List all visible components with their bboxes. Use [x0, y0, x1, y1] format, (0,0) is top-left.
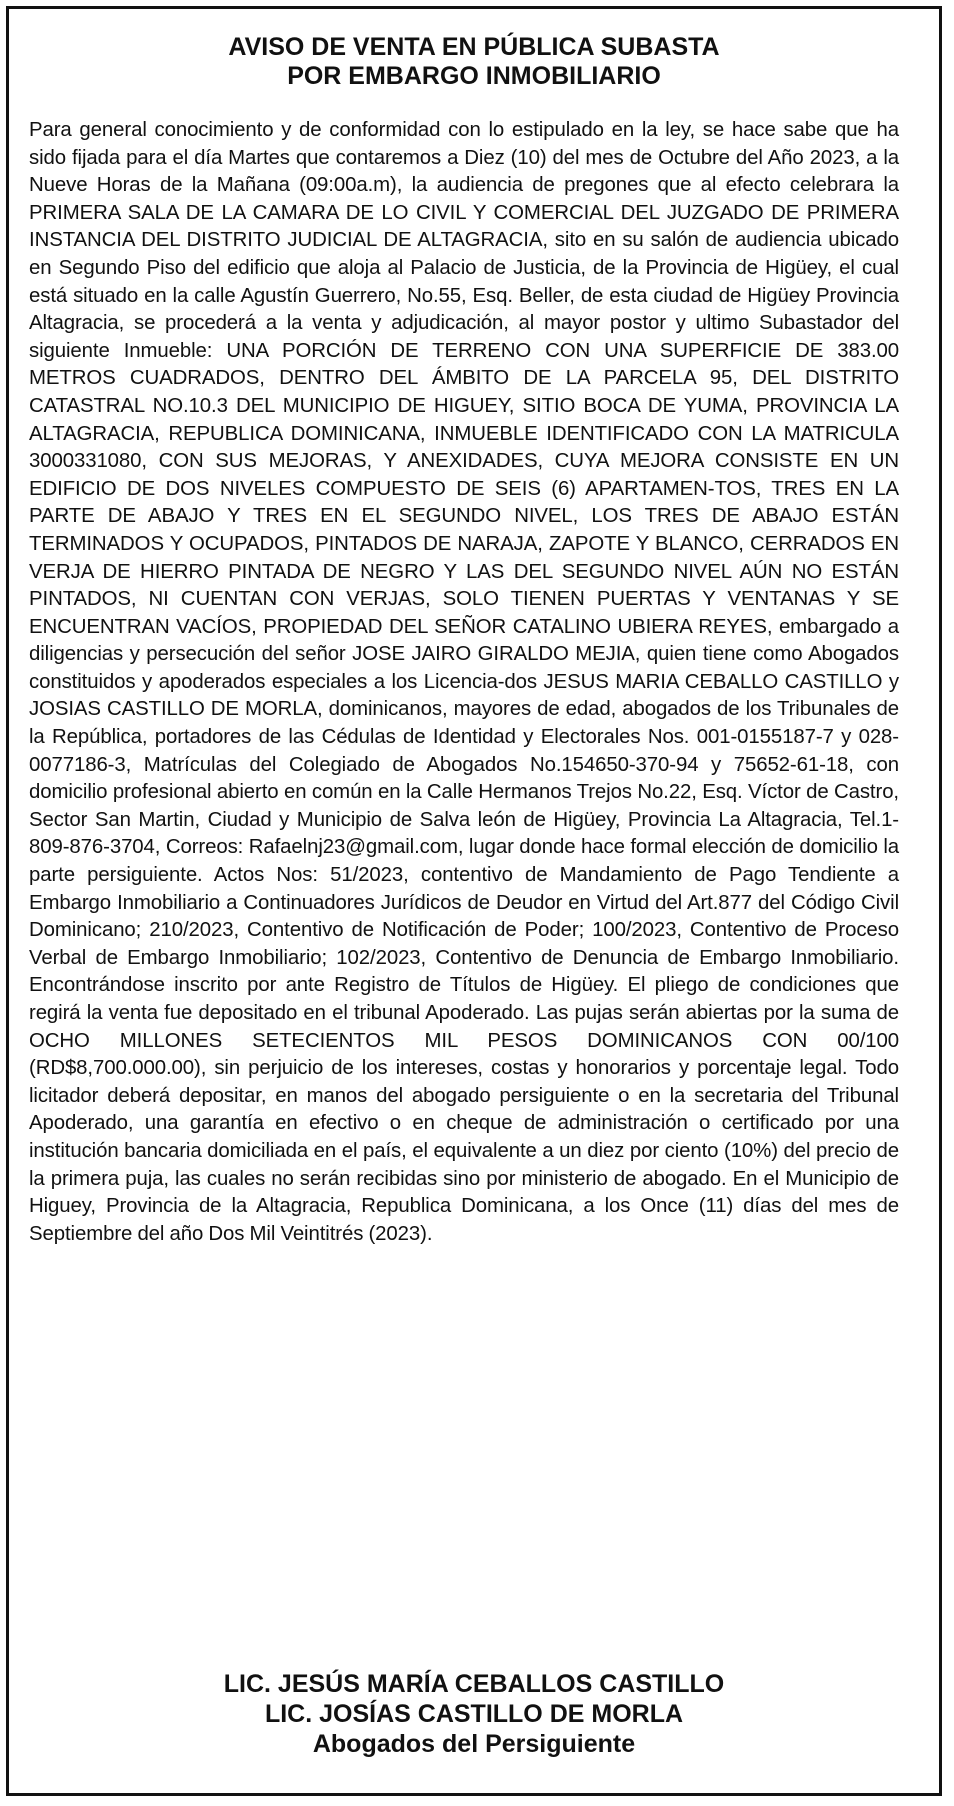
notice-body: Para general conocimiento y de conformidad con lo estipulado en la ley, se hace sabe que ha sido fijada para el día Martes que contaremos a Diez (10) del mes de Octubre del Año 2023, a la Nueve Horas de la Mañana (09:00a.m), la audiencia de pregones que al efecto celebrara la PRIMERA SALA DE LA CAMARA DE LO CIVIL Y COMERCIAL DEL JUZGADO DE PRIMERA INSTANCIA DEL DISTRITO JUDICIAL DE ALTAGRACIA, sito en su salón de audiencia ubicado en Segundo Piso del edificio que aloja al Palacio de Justicia, de la Provincia de Higüey, el cual está situado en la calle Agustín Guerrero, No.55, Esq. Beller, de esta ciudad de Higüey Provincia Altagracia, se procederá a la venta y adjudicación, al mayor postor y ultimo Subastador del siguiente Inmueble: UNA PORCIÓN DE TERRENO CON UNA SUPERFICIE DE 383.00 METROS CUADRADOS, DENTRO DEL ÁMBITO DE LA PARCELA 95, DEL DISTRITO CATASTRAL NO.10.3 DEL MUNICIPIO DE HIGUEY, SITIO BOCA DE YUMA, PROVINCIA LA ALTAGRACIA, REPUBLICA DOMINICANA, INMUEBLE IDENTIFICADO CON LA MATRICULA 3000331080, CON SUS MEJORAS, Y ANEXIDADES, CUYA MEJORA CONSISTE EN UN EDIFICIO DE DOS NIVELES COMPUESTO DE SEIS (6) APARTAMEN-TOS, TRES EN LA PARTE DE ABAJO Y TRES EN EL SEGUNDO NIVEL, LOS TRES DE ABAJO ESTÁN TERMINADOS Y OCUPADOS, PINTADOS DE NARAJA, ZAPOTE Y BLANCO, CERRADOS EN VERJA DE HIERRO PINTADA DE NEGRO Y LAS DEL SEGUNDO NIVEL AÚN NO ESTÁN PINTADOS, NI CUENTAN CON VERJAS, SOLO TIENEN PUERTAS Y VENTANAS Y SE ENCUENTRAN VACÍOS, PROPIEDAD DEL SEÑOR CATALINO UBIERA REYES, embargado a diligencias y persecución del señor JOSE JAIRO GIRALDO MEJIA, quien tiene como Abogados constituidos y apoderados especiales a los Licencia-dos JESUS MARIA CEBALLO CASTILLO y JOSIAS CASTILLO DE MORLA, dominicanos, mayores de edad, abogados de los Tribunales de la República, portadores de las Cédulas de Identidad y Electorales Nos. 001-0155187-7 y 028-0077186-3, Matrículas del Colegiado de Abogados No.154650-370-94 y 75652-61-18, con domicilio profesional abierto en común en la Calle Hermanos Trejos No.22, Esq. Víctor de Castro, Sector San Martin, Ciudad y Municipio de Salva león de Higüey, Provincia La Altagracia, Tel.1-809-876-3704, Correos: Rafaelnj23@gmail.com, lugar donde hace formal elección de domicilio la parte persiguiente. Actos Nos: 51/2023, contentivo de Mandamiento de Pago Tendiente a Embargo Inmobiliario a Continuadores Jurídicos de Deudor en Virtud del Art.877 del Código Civil Dominicano; 210/2023, Contentivo de Notificación de Poder; 100/2023, Contentivo de Proceso Verbal de Embargo Inmobiliario; 102/2023, Contentivo de Denuncia de Embargo Inmobiliario. Encontrándose inscrito por ante Registro de Títulos de Higüey. El pliego de condiciones que regirá la venta fue depositado en el tribunal Apoderado. Las pujas serán abiertas por la suma de OCHO MILLONES SETECIENTOS MIL PESOS DOMINICANOS CON 00/100 (RD$8,700.000.00), sin perjuicio de los intereses, costas y honorarios y porcentaje legal. Todo licitador deberá depositar, en manos del abogado persiguiente o en la secretaria del Tribunal Apoderado, una garantía en efectivo o en cheque de administración o certificado por una institución bancaria domiciliada en el país, el equivalente a un diez por ciento (10%) del precio de la primera puja, las cuales no serán recibidas sino por ministerio de abogado. En el Municipio de Higuey, Provincia de la Altagracia, Republica Dominicana, a los Once (11) días del mes de Septiembre del año Dos Mil Veintitrés (2023).	[29, 119, 899, 1245]
notice-title	[9, 33, 939, 91]
notice-frame	[6, 6, 942, 1796]
notice-signature	[9, 1669, 939, 1759]
signature-lawyer-1: LIC. JESÚS MARÍA CEBALLOS CASTILLO	[223, 1670, 725, 1698]
signature-role: Abogados del Persiguiente	[312, 1730, 636, 1758]
signature-lawyer-2: LIC. JOSÍAS CASTILLO DE MORLA	[264, 1700, 684, 1728]
notice-title-line-2: POR EMBARGO INMOBILIARIO	[287, 62, 661, 90]
notice-title-line-1: AVISO DE VENTA EN PÚBLICA SUBASTA	[228, 33, 720, 61]
